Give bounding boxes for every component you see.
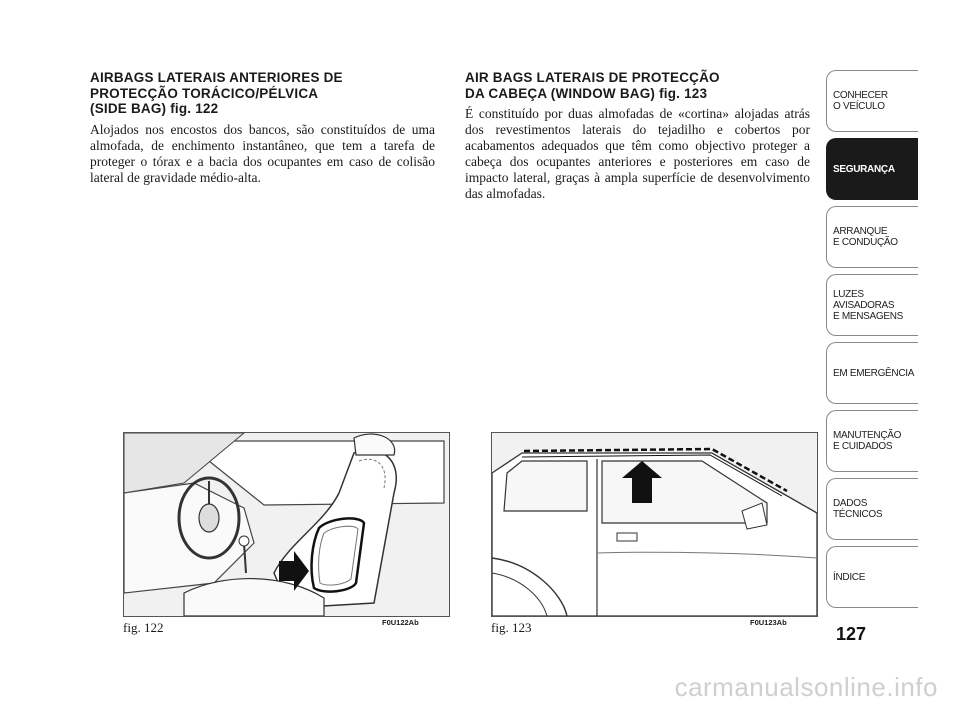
section-body-window-bag: É constituído por duas almofadas de «cortina» alojadas atrás dos revestimentos laterais do tejadilho e cobertos por acabamentos adequados que têm como objectivo proteger a cabeça dos ocupantes anteriores e posteriores em caso de impacto lateral, graças à ampla superfície de desenvolvimento das almofadas. — [465, 106, 810, 201]
tab-seguranca[interactable]: SEGURANÇA — [826, 138, 918, 200]
figure-code: F0U122Ab — [382, 618, 419, 627]
page-number: 127 — [836, 624, 867, 644]
figure-code: F0U123Ab — [750, 618, 787, 627]
figure-caption: fig. 123 — [491, 620, 532, 635]
tab-arranque-e-conducao[interactable]: ARRANQUE E CONDUÇÃO — [826, 206, 918, 268]
tab-conhecer-o-veiculo[interactable]: CONHECER O VEÍCULO — [826, 70, 918, 132]
figure-window-bag-illustration — [491, 432, 818, 617]
chapter-tabs — [826, 70, 918, 614]
section-heading-window-bag: AIR BAGS LATERAIS DE PROTECÇÃO DA CABEÇA (WINDOW BAG) fig. 123 — [465, 70, 720, 101]
tab-dados-tecnicos[interactable]: DADOS TÉCNICOS — [826, 478, 918, 540]
watermark: carmanualsonline.info — [674, 672, 938, 702]
figure-side-bag-illustration — [123, 432, 450, 617]
tab-em-emergencia[interactable]: EM EMERGÊNCIA — [826, 342, 918, 404]
section-side-bag — [90, 70, 435, 186]
tab-indice[interactable]: ÍNDICE — [826, 546, 918, 608]
section-window-bag — [465, 70, 810, 202]
figure-caption: fig. 122 — [123, 620, 164, 635]
tab-manutencao-e-cuidados[interactable]: MANUTENÇÃO E CUIDADOS — [826, 410, 918, 472]
tab-luzes-avisadoras[interactable]: LUZES AVISADORAS E MENSAGENS — [826, 274, 918, 336]
section-body-side-bag: Alojados nos encostos dos bancos, são constituídos de uma almofada, de enchimento instantâneo, que tem a tarefa de proteger o tórax e a bacia dos ocupantes em caso de colisão lateral de gravidade médio-alta. — [90, 121, 435, 185]
section-heading-side-bag: AIRBAGS LATERAIS ANTERIORES DE PROTECÇÃO TORÁCICO/PÉLVICA (SIDE BAG) fig. 122 — [90, 70, 343, 116]
